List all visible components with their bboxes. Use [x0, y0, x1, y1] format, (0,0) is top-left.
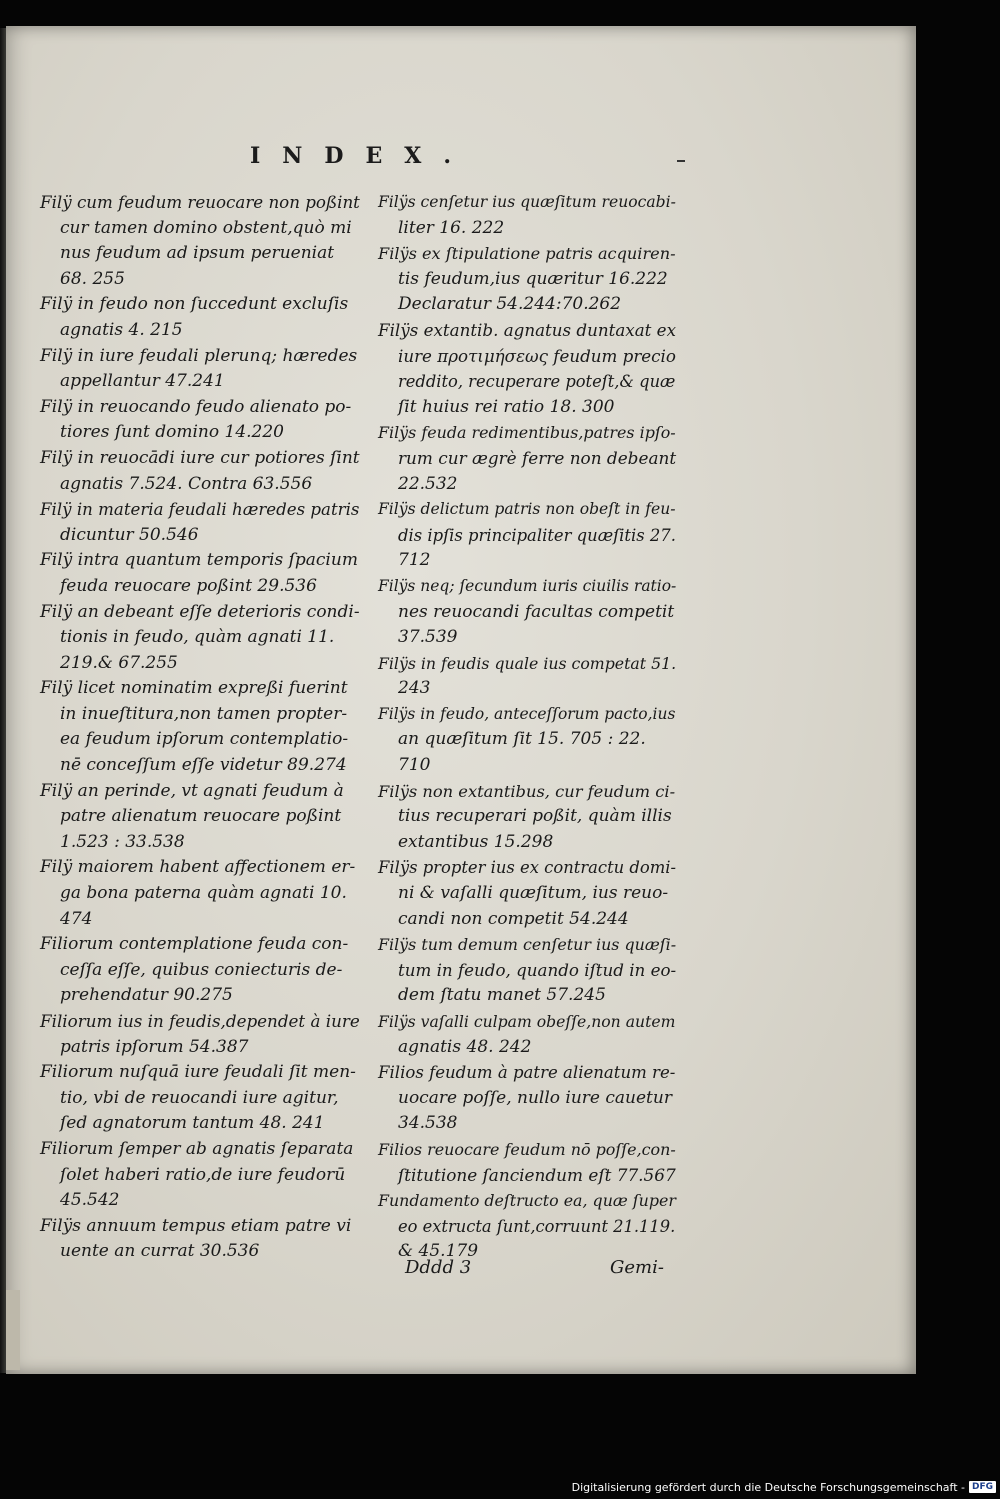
- catchword: Gemi-: [610, 1257, 664, 1278]
- index-column-right: [378, 190, 676, 1265]
- index-entry-line: Filÿs in feudo, anteceſſorum pacto,ius: [378, 704, 676, 723]
- index-entry-line: Filÿs vaſalli culpam obeſſe,non autem: [378, 1012, 676, 1031]
- index-entry-line: 34.538: [398, 1113, 458, 1134]
- index-entry-line: ea feudum ipſorum contemplatio-: [60, 729, 349, 750]
- index-entry-line: ſed agnatorum tantum 48. 241: [60, 1113, 325, 1134]
- index-entry-line: extantibus 15.298: [398, 831, 554, 852]
- index-entry-line: Filÿ an perinde, vt agnati feudum à: [40, 780, 344, 801]
- index-entry-line: ſit huius rei ratio 18. 300: [398, 396, 615, 417]
- index-entry: [40, 292, 360, 343]
- index-entry-line: 219.& 67.255: [60, 652, 178, 673]
- index-entry-line: nes reuocandi facultas competit: [398, 601, 675, 622]
- index-entry-line: ceſſa eſſe, quibus coniecturis de-: [60, 959, 343, 980]
- index-entry-line: agnatis 48. 242: [398, 1036, 532, 1057]
- index-entry-line: Filiorum nuſquā iure feudali ſit men-: [40, 1062, 356, 1083]
- index-entry: [378, 779, 676, 856]
- page-edge: [6, 1290, 20, 1370]
- index-entry-line: liter 16. 222: [398, 217, 505, 238]
- page-header: INDEX.: [250, 143, 473, 169]
- index-entry-line: 474: [60, 908, 93, 929]
- index-entry-line: Filiorum ſemper ab agnatis ſeparata: [40, 1138, 354, 1159]
- index-entry-line: Filios reuocare feudum nō poſſe,con-: [378, 1139, 676, 1159]
- index-entry: [378, 702, 676, 779]
- index-entry: [40, 497, 360, 548]
- index-entry: [378, 1060, 676, 1137]
- index-entry-line: dicuntur 50.546: [60, 524, 199, 545]
- index-entry-line: ſtitutione ſanciendum eſt 77.567: [398, 1164, 676, 1185]
- index-entry-line: rum cur ægrè ferre non debeant: [398, 447, 677, 468]
- index-entry-line: Filÿ in iure feudali plerunq; hæredes: [40, 345, 358, 366]
- index-entry-line: Filÿs neq; ſecundum iuris ciuilis ratio-: [378, 576, 677, 595]
- index-entry-line: ga bona paterna quàm agnati 10.: [60, 883, 347, 904]
- index-entry-line: uocare poſſe, nullo iure cauetur: [398, 1087, 672, 1108]
- index-entry: [378, 1188, 676, 1265]
- index-entry-line: Filios feudum à patre alienatum re-: [378, 1063, 676, 1083]
- index-entry-line: Filÿs non extantibus, cur feudum ci-: [378, 781, 676, 801]
- index-entry-line: tionis in feudo, quàm agnati 11.: [60, 627, 335, 648]
- index-entry-line: Filÿs extantib. agnatus duntaxat ex: [378, 319, 676, 340]
- index-entry-line: uente an currat 30.536: [60, 1241, 260, 1262]
- index-entry-line: eo extructa ſunt,corruunt 21.119.: [398, 1216, 676, 1236]
- index-entry-line: Filÿs delictum patris non obeſt in feu-: [378, 500, 676, 519]
- index-entry-line: Filÿ an debeant eſſe deterioris condi-: [40, 601, 360, 622]
- index-entry: [40, 548, 360, 599]
- index-entry-line: Filÿs in feudis quale ius competat 51.: [378, 653, 677, 673]
- index-entry-line: reddito, recuperare poteſt,& quæ: [398, 372, 676, 392]
- index-entry-line: appellantur 47.241: [60, 371, 225, 392]
- index-entry-line: feuda reuocare poßint 29.536: [60, 575, 317, 596]
- index-entry-line: 712: [398, 550, 431, 571]
- index-entry-line: agnatis 4. 215: [60, 319, 183, 340]
- index-entry-line: ſolet haberi ratio,de iure feudorū: [60, 1164, 346, 1185]
- index-entry-line: Filÿ intra quantum temporis ſpacium: [40, 550, 358, 571]
- index-entry-line: tum in feudo, quando iſtud in eo-: [398, 960, 677, 980]
- index-entry-line: Filÿ in reuocādi iure cur potiores ſint: [40, 447, 360, 468]
- header-dash: [677, 160, 685, 162]
- index-entry-line: Filÿ maiorem habent affectionem er-: [40, 857, 356, 878]
- index-entry: [378, 574, 676, 651]
- index-entry-line: 1.523 : 33.538: [60, 831, 185, 852]
- index-entry: [40, 779, 360, 856]
- index-entry-line: 243: [398, 678, 431, 699]
- index-entry-line: Filÿs propter ius ex contractu domi-: [378, 858, 677, 878]
- index-entry-line: agnatis 7.524. Contra 63.556: [60, 473, 313, 494]
- index-entry-line: dis ipſis principaliter quæſitis 27.: [398, 525, 676, 545]
- digitization-credit: [572, 1478, 996, 1496]
- index-entry-line: Filiorum ius in feudis,dependet à iure: [40, 1011, 360, 1031]
- index-entry: [40, 676, 360, 778]
- index-entry-line: dem ſtatu manet 57.245: [398, 985, 606, 1006]
- index-entry: [40, 446, 360, 497]
- index-entry-line: Filÿ in feudo non ſuccedunt excluſis: [40, 294, 349, 315]
- index-entry-line: in inueſtitura,non tamen propter-: [60, 703, 348, 724]
- index-entry-line: tio, vbi de reuocandi iure agitur,: [60, 1087, 339, 1108]
- index-entry-line: 45.542: [60, 1190, 120, 1211]
- index-entry-line: cur tamen domino obstent,quò mi: [60, 217, 352, 238]
- dfg-logo-icon: DFG: [969, 1481, 996, 1493]
- signature-mark: Dddd 3: [405, 1257, 472, 1278]
- index-entry-line: tis feudum,ius quæritur 16.222: [398, 268, 668, 289]
- index-entry-line: 37.539: [398, 627, 458, 648]
- index-entry-line: Filÿ cum feudum reuocare non poßint: [40, 193, 360, 212]
- index-entry-line: 68. 255: [60, 268, 125, 289]
- index-entry-line: Filÿs cenſetur ius quæſitum reuocabi-: [378, 193, 676, 211]
- index-entry-line: Filÿ in reuocando feudo alienato po-: [40, 396, 352, 417]
- index-entry: [40, 1009, 360, 1060]
- index-entry: [40, 1137, 360, 1214]
- index-entry: [40, 190, 360, 292]
- index-entry-line: an quæſitum ſit 15. 705 : 22.: [398, 729, 646, 750]
- index-entry: [40, 932, 360, 1009]
- index-entry: [378, 932, 676, 1009]
- index-entry-line: Filÿs tum demum cenſetur ius quæſi-: [378, 935, 677, 955]
- index-entry-line: ni & vaſalli quæſitum, ius reuo-: [398, 883, 669, 904]
- index-entry-line: Filÿs annuum tempus etiam patre vi: [40, 1215, 352, 1236]
- index-entry: [378, 241, 676, 318]
- index-entry: [40, 395, 360, 446]
- index-entry: [378, 1009, 676, 1060]
- index-entry: [40, 344, 360, 395]
- index-entry-line: candi non competit 54.244: [398, 908, 629, 929]
- index-entry-line: tius recuperari poßit, quàm illis: [398, 806, 672, 827]
- credit-text: Digitalisierung gefördert durch die Deutsche Forschungsgemeinschaft -: [571, 1480, 965, 1494]
- index-entry-line: 710: [398, 755, 431, 776]
- index-entry-line: prehendatur 90.275: [60, 985, 233, 1006]
- index-entry: [378, 1137, 676, 1188]
- index-entry-line: & 45.179: [398, 1241, 479, 1262]
- index-entry: [40, 600, 360, 677]
- index-entry-line: nē conceſſum eſſe videtur 89.274: [60, 755, 347, 776]
- index-entry: [378, 497, 676, 574]
- index-entry-line: iure προτιμήσεως feudum precio: [398, 346, 676, 366]
- index-entry-line: 22.532: [398, 473, 458, 494]
- index-entry: [378, 651, 676, 702]
- index-entry-line: patre alienatum reuocare poßint: [60, 806, 342, 827]
- index-entry-line: Filÿs ex ſtipulatione patris acquiren-: [378, 244, 676, 264]
- index-entry: [40, 855, 360, 932]
- index-entry-line: Filÿ licet nominatim expreßi fuerint: [40, 678, 348, 699]
- index-entry: [378, 190, 676, 241]
- index-entry-line: nus feudum ad ipsum perueniat: [60, 243, 335, 264]
- index-entry-line: patris ipſorum 54.387: [60, 1036, 249, 1057]
- index-entry: [378, 318, 676, 420]
- index-entry-line: Filÿ in materia feudali hæredes patris: [40, 500, 360, 520]
- index-entry-line: tiores ſunt domino 14.220: [60, 422, 284, 443]
- index-entry-line: Filÿs feuda redimentibus,patres ipſo-: [378, 423, 676, 443]
- index-entry: [40, 1060, 360, 1137]
- index-column-left: [40, 190, 360, 1265]
- index-entry-line: Declaratur 54.244:70.262: [398, 294, 622, 315]
- index-entry: [378, 855, 676, 932]
- index-entry-line: Filiorum contemplatione feuda con-: [40, 934, 349, 955]
- index-entry: [378, 420, 676, 497]
- index-entry-line: Fundamento deſtructo ea, quæ ſuper: [378, 1191, 676, 1211]
- index-entry: [40, 1214, 360, 1265]
